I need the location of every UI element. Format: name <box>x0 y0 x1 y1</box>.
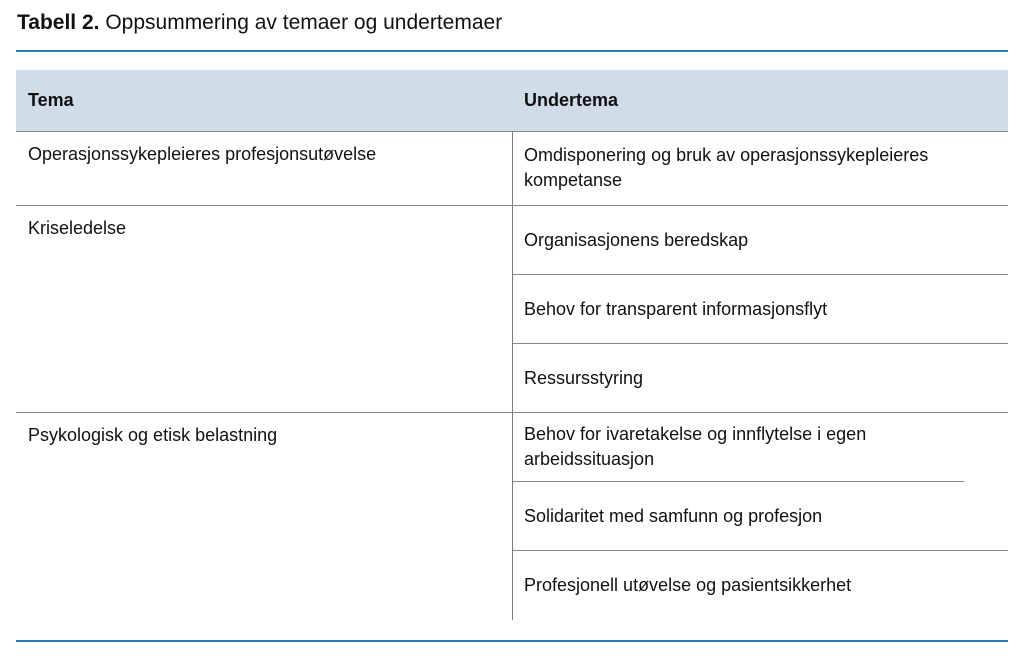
header-tema: Tema <box>28 90 74 110</box>
undertema-cell: Behov for ivaretakelse og innflytelse i egen arbeidssituasjon <box>513 413 964 482</box>
undertema-cell: Organisasjonens beredskap <box>513 206 1008 275</box>
undertema-cell: Behov for transparent informasjonsflyt <box>513 275 1008 344</box>
undertema-cell: Profesjonell utøvelse og pasientsikkerhet <box>524 574 852 595</box>
summary-table <box>16 70 1008 619</box>
table-caption <box>17 9 502 37</box>
top-rule <box>16 50 1008 52</box>
tema-cell: Operasjonssykepleieres profesjonsutøvelse <box>28 144 377 164</box>
caption-label: Tabell 2. <box>17 11 100 34</box>
caption-title: Oppsummering av temaer og undertemaer <box>105 11 503 34</box>
undertema-cell: Ressursstyring <box>524 367 644 388</box>
table-row <box>16 206 1008 413</box>
bottom-rule <box>16 640 1008 642</box>
tema-cell: Kriseledelse <box>28 218 127 238</box>
table-header <box>16 70 1008 132</box>
tema-cell: Psykologisk og etisk belastning <box>28 425 278 445</box>
table-row <box>16 413 1008 619</box>
undertema-cell: Solidaritet med samfunn og profesjon <box>513 482 1008 551</box>
undertema-cell: Omdisponering og bruk av operasjonssykepleieres kompetanse <box>524 145 929 190</box>
table-row <box>16 132 1008 206</box>
header-undertema: Undertema <box>524 90 619 110</box>
